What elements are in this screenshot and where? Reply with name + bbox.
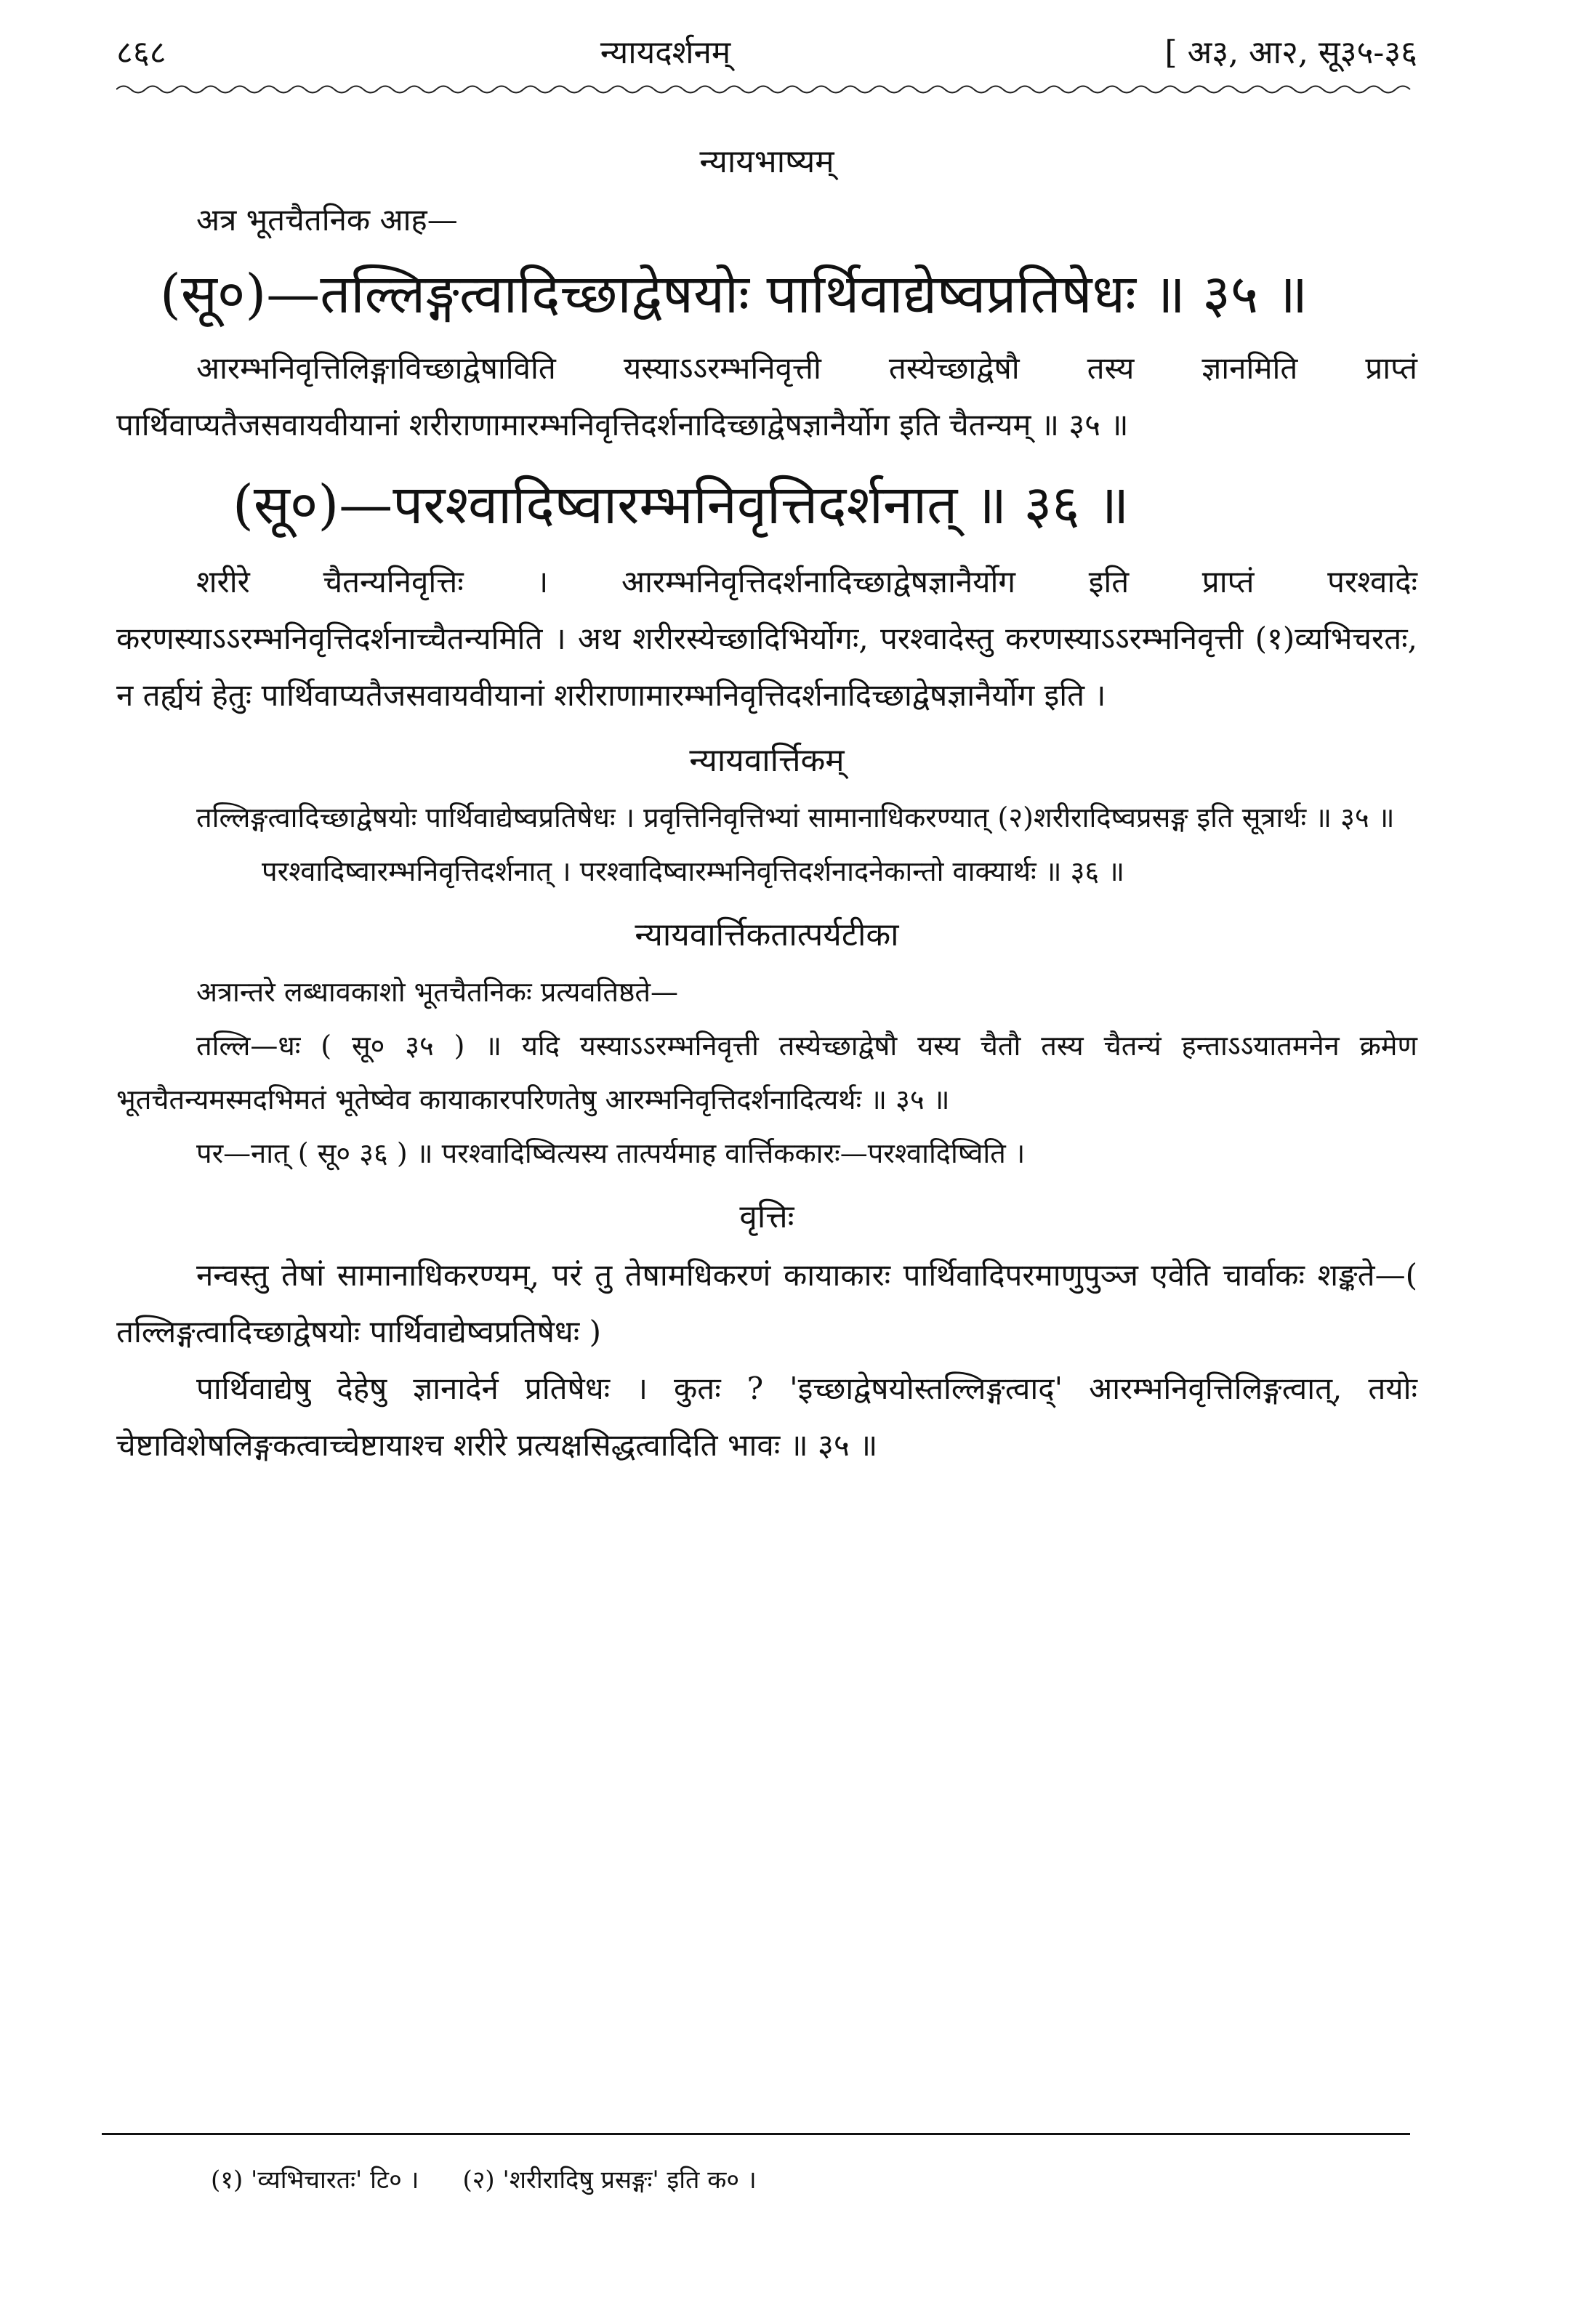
wavy-divider [116,83,1417,96]
running-title: न्यायदर्शनम् [600,34,731,71]
footnote-1: (१) 'व्यभिचारतः' टि० । [211,2166,419,2195]
tatparya-paragraph-35: तल्लि—धः ( सू० ३५ ) ॥ यदि यस्याऽऽरम्भनिवृत्ती तस्येच्छाद्वेषौ यस्य चैतौ तस्य चैतन्यं हन्ताऽऽयातमनेन क्रमेण भूतचैतन्यमस्मदभिमतं भूतेष्वेव कायाकारपरिणतेषु आरम्भनिवृत्तिदर्शनादित्यर्थः ॥ ३५ ॥ [116,1030,1417,1115]
bhashya-commentary-35: आरम्भनिवृत्तिलिङ्गाविच्छाद्वेषाविति यस्याऽऽरम्भनिवृत्ती तस्येच्छाद्वेषौ तस्य ज्ञानमिति प्राप्तं पार्थिवाप्यतैजसवायवीयानां शरीराणामारम्भनिवृत्तिदर्शनादिच्छाद्वेषज्ञानैर्योग इति चैतन्यम् ॥ ३५ ॥ [116,350,1417,443]
sutra-36: (सू०)—परश्वादिष्वारम्भनिवृत्तिदर्शनात् ॥ ३६ ॥ [233,474,1130,536]
bhashya-intro: अत्र भूतचैतनिक आह— [196,202,458,238]
footnotes [211,2162,757,2195]
page-content [116,29,1417,1474]
tatparya-paragraph-36: पर—नात् ( सू० ३६ ) ॥ परश्वादिष्वित्यस्य तात्पर्यमाह वार्त्तिककारः—परश्वादिष्विति । [196,1137,1026,1169]
page-number: ८६८ [116,34,166,71]
vartika-paragraph-35: तल्लिङ्गत्वादिच्छाद्वेषयोः पार्थिवाद्येष्वप्रतिषेधः । प्रवृत्तिनिवृत्तिभ्यां सामानाधिकरण्यात् (२)शरीरादिष्वप्रसङ्ग इति सूत्रार्थः ॥ ३५ ॥ [196,802,1395,834]
vritti-paragraph-1: नन्वस्तु तेषां सामानाधिकरण्यम्, परं तु तेषामधिकरणं कायाकारः पार्थिवादिपरमाणुपुञ्ज एवेति चार्वाकः शङ्कते—( तल्लिङ्गत्वादिच्छाद्वेषयोः पार्थिवाद्येष्वप्रतिषेधः ) [116,1257,1417,1349]
vritti-title: वृत्तिः [739,1198,794,1235]
vartika-title: न्यायवार्त्तिकम् [689,742,845,779]
bhashya-title: न्यायभाष्यम् [699,143,834,180]
bhashya-commentary-36: शरीरे चैतन्यनिवृत्तिः । आरम्भनिवृत्तिदर्शनादिच्छाद्वेषज्ञानैर्योग इति प्राप्तं परश्वादेः करणस्याऽऽरम्भनिवृत्तिदर्शनाच्चैतन्यमिति । अथ शरीरस्येच्छादिभिर्योगः, परश्वादेस्तु करणस्याऽऽरम्भनिवृत्ती (१)व्यभिचरतः, न तर्ह्ययं हेतुः पार्थिवाप्यतैजसवायवीयानां शरीराणामारम्भनिवृत्तिदर्शनादिच्छाद्वेषज्ञानैर्योग इति । [116,564,1417,713]
tatparya-intro: अत्रान्तरे लब्धावकाशो भूतचैतनिकः प्रत्यवतिष्ठते— [196,976,679,1008]
vartika-paragraph-36: परश्वादिष्वारम्भनिवृत्तिदर्शनात् । परश्वादिष्वारम्भनिवृत्तिदर्शनादनेकान्तो वाक्यार्थः ॥ ३६ ॥ [262,855,1124,887]
page-header [116,29,1417,80]
section-reference: [ अ३, आ२, सू३५-३६ [1164,34,1417,71]
footnote-divider [102,2133,1410,2135]
sutra-35: (सू०)—तल्लिङ्गत्वादिच्छाद्वेषयोः पार्थिवाद्येष्वप्रतिषेधः ॥ ३५ ॥ [160,263,1308,326]
footnote-2: (२) 'शरीरादिषु प्रसङ्गः' इति क० । [462,2166,757,2195]
vritti-paragraph-2: पार्थिवाद्येषु देहेषु ज्ञानादेर्न प्रतिषेधः । कुतः ? 'इच्छाद्वेषयोस्तल्लिङ्गत्वाद्' आरम्भनिवृत्तिलिङ्गत्वात्, तयोः चेष्टाविशेषलिङ्गकत्वाच्चेष्टायाश्च शरीरे प्रत्यक्षसिद्धत्वादिति भावः ॥ ३५ ॥ [116,1371,1417,1463]
tatparya-title: न्यायवार्त्तिकतात्पर्यटीका [635,916,899,953]
